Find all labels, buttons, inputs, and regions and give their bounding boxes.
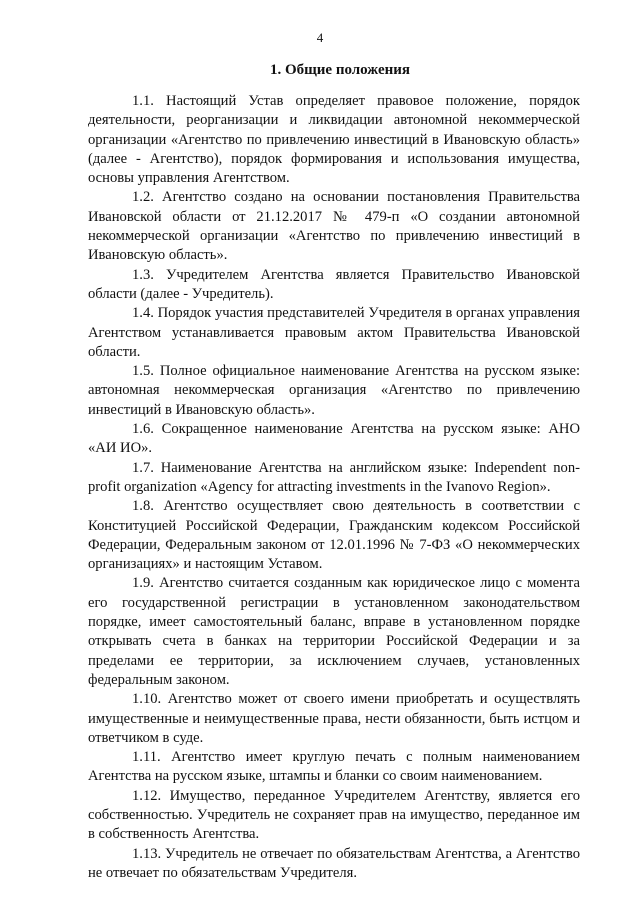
paragraph-1-1: 1.1. Настоящий Устав определяет правовое положение, порядок деятельности, реорганизации и ликвидации автономной некоммерческой организации «Агентство по привлечению инвестиций в Ивановскую область» (далее - Агентство), порядок формирования и использования имущества, основы управления Агентством. — [88, 93, 580, 187]
document-body — [88, 92, 580, 883]
paragraph-1-9: 1.9. Агентство считается созданным как юридическое лицо с момента его государственной регистрации в установленном законодательством порядке, имеет самостоятельный баланс, вправе в установленном порядке открывать счета в банках на территории Российской Федерации и за пределами ее территории, за исключением случаев, установленных федеральным законом. — [88, 575, 580, 688]
paragraph-1-12: 1.12. Имущество, переданное Учредителем Агентству, является его собственностью. Учредитель не сохраняет прав на имущество, переданное им в собственность Агентства. — [88, 787, 580, 843]
paragraph-1-2: 1.2. Агентство создано на основании постановления Правительства Ивановской области от 21.12.2017 № 479-п «О создании автономной некоммерческой организации «Агентство по привлечению инвестиций в Ивановскую область». — [88, 189, 580, 264]
page-number: 4 — [316, 30, 324, 45]
paragraph-1-7: 1.7. Наименование Агентства на английском языке: Independent non-profit organization «Agency for attracting investments in the Ivanovo Region». — [88, 459, 580, 495]
paragraph-1-3: 1.3. Учредителем Агентства является Правительство Ивановской области (далее - Учредитель). — [88, 266, 580, 302]
paragraph-1-6: 1.6. Сокращенное наименование Агентства на русском языке: АНО «АИ ИО». — [88, 421, 580, 457]
paragraph-1-4: 1.4. Порядок участия представителей Учредителя в органах управления Агентством устанавливается правовым актом Правительства Ивановской области. — [88, 305, 580, 360]
paragraph-1-13: 1.13. Учредитель не отвечает по обязательствам Агентства, а Агентство не отвечает по обязательствам Учредителя. — [88, 845, 580, 881]
paragraph-1-5: 1.5. Полное официальное наименование Агентства на русском языке: автономная некоммерческая организация «Агентство по привлечению инвестиций в Ивановскую область». — [88, 363, 580, 418]
paragraph-1-10: 1.10. Агентство может от своего имени приобретать и осуществлять имущественные и неимущественные права, нести обязанности, быть истцом и ответчиком в суде. — [88, 691, 580, 746]
paragraph-1-11: 1.11. Агентство имеет круглую печать с полным наименованием Агентства на русском языке, штампы и бланки со своим наименованием. — [88, 749, 580, 785]
section-title: 1. Общие положения — [269, 62, 411, 78]
paragraph-1-8: 1.8. Агентство осуществляет свою деятельность в соответствии с Конституцией Российской Федерации, Гражданским кодексом Российской Федерации, Федеральным законом от 12.01.1996 № 7-ФЗ «О некоммерческих организациях» и настоящим Уставом. — [88, 498, 580, 573]
